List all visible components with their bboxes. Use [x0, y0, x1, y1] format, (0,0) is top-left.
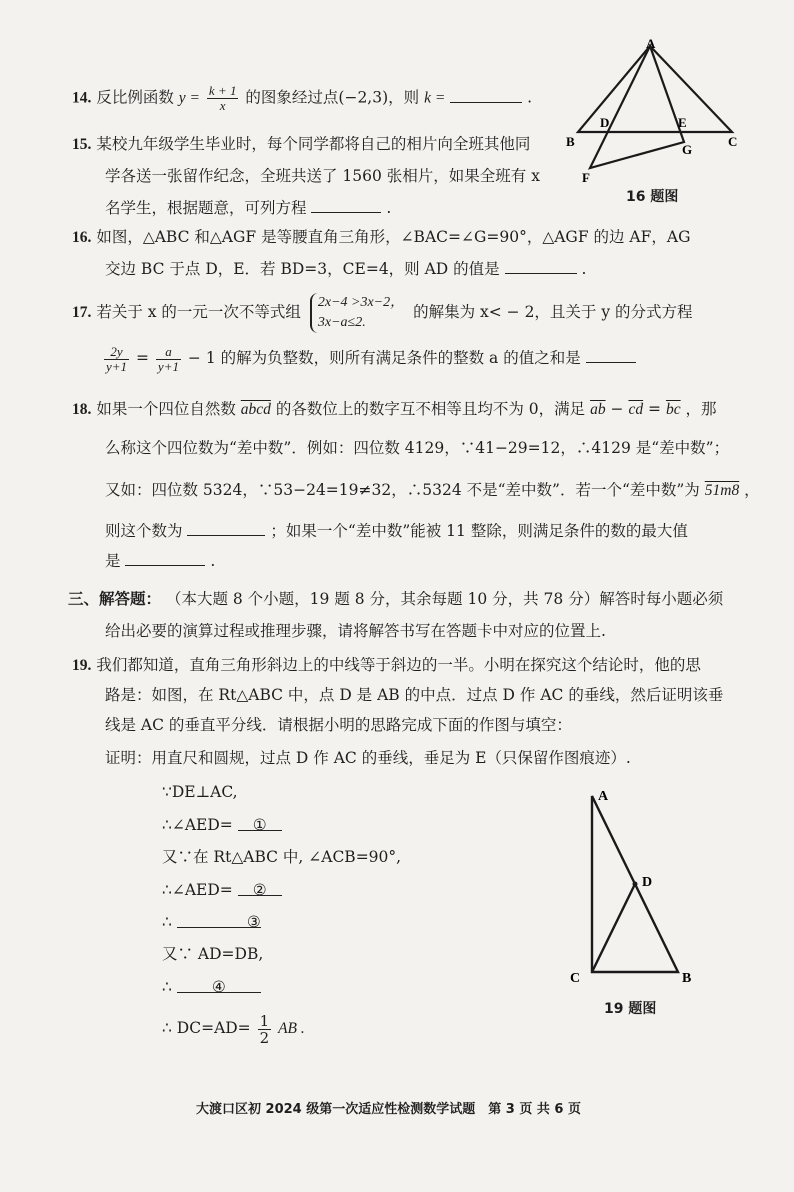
fig16-label-g: G	[682, 142, 693, 157]
q18-51m8: 51m8	[704, 482, 740, 499]
q19-step-6-text: 又∵ AD=DB,	[162, 945, 264, 963]
q17-number: 17.	[72, 304, 92, 321]
q14-frac-den: x	[219, 98, 226, 113]
q18-line3	[105, 479, 760, 502]
section3-title: 三、解答题：	[68, 589, 162, 608]
fig16-label-c: C	[728, 134, 738, 149]
q19-blank-3-mark: ③	[246, 913, 261, 931]
q19-blank-2-mark: ②	[252, 881, 267, 899]
q19-step-2	[162, 814, 282, 836]
q15-text1: 某校九年级学生毕业时，每个同学都将自己的相片向全班其他同	[96, 135, 531, 153]
page-footer: 大渡口区初 2024 级第一次适应性检测数学试题 第 3 页 共 6 页	[196, 1102, 581, 1117]
q19-final-fraction	[258, 1013, 272, 1046]
q19-final-num: 1	[259, 1011, 270, 1030]
q19-step-4	[162, 879, 282, 901]
q19-number: 19.	[72, 657, 92, 674]
q15-answer-blank[interactable]	[311, 196, 381, 213]
q18-line1	[72, 398, 717, 421]
q17-line2	[102, 340, 636, 376]
q18-answer-blank-2[interactable]	[125, 549, 205, 566]
q17-frac1-den: y+1	[106, 358, 128, 374]
q15-text3: 名学生，根据题意，可列方程	[105, 199, 307, 217]
section3-text2: 给出必要的演算过程或推理步骤，请将解答书写在答题卡中对应的位置上.	[105, 622, 606, 640]
point-d	[633, 882, 638, 887]
q16-line2	[105, 257, 586, 280]
q19-step-6	[162, 943, 263, 965]
fig19-label-c: C	[570, 971, 581, 986]
q19-text3: 线是 AC 的垂直平分线．请根据小明的思路完成下面的作图与填空：	[105, 716, 572, 734]
q18-text3-end: ，	[744, 481, 760, 499]
q14-end: .	[527, 88, 533, 107]
q18-cd: $\overline{cd}$	[628, 401, 644, 418]
q16-text1: 如图，△ABC 和△AGF 是等腰直角三角形，∠BAC=∠G=90°，△AGF 的边 AF，AG	[96, 228, 691, 246]
q19-proof-intro-text: 证明：用直尺和圆规，过点 D 作 AC 的垂线，垂足为 E（只保留作图痕迹）.	[105, 749, 631, 767]
q19-step-1	[162, 781, 238, 803]
q18-ab: $\overline{ab}$	[590, 401, 606, 418]
fig16-label-e: E	[678, 115, 687, 130]
q19-blank-2[interactable]	[238, 879, 282, 899]
fig16-label-d: D	[600, 115, 610, 130]
q17-frac2-den: y+1	[157, 358, 179, 374]
q18-text1-pre: 如果一个四位自然数	[96, 400, 236, 418]
q18-text1-mid: 的各数位上的数字互不相等且均不为 0，满足	[275, 400, 586, 418]
q19-step-2-text: ∴∠AED=	[162, 816, 233, 834]
q14-func-y: y =	[178, 89, 200, 107]
q19-blank-3[interactable]	[177, 911, 261, 931]
q17-text-line2: − 1 的解为负整数，则所有满足条件的整数 a 的值之和是	[187, 349, 581, 367]
q15-end: .	[386, 199, 392, 217]
q18-text5-end: .	[210, 552, 216, 570]
q18-answer-blank-1[interactable]	[187, 519, 265, 536]
q17-text-pre: 若关于 x 的一元一次不等式组	[96, 303, 301, 321]
q18-abcd: abcd	[240, 401, 271, 418]
q16-end: .	[581, 260, 587, 278]
section3-header	[68, 588, 723, 610]
fig19-label-a: A	[598, 789, 609, 804]
q19-blank-1-mark: ①	[252, 816, 267, 834]
q18-number: 18.	[72, 401, 92, 418]
q18-minus: −	[610, 400, 624, 418]
q18-line2	[105, 437, 729, 459]
q19-step-7	[162, 976, 261, 998]
q15-line2	[105, 165, 540, 187]
q15-line3	[105, 196, 391, 219]
figure-16	[560, 36, 750, 186]
fig19-label-b: B	[682, 971, 692, 986]
q16-line1	[72, 226, 690, 249]
q19-step-5	[162, 911, 261, 933]
section3-line2	[105, 620, 606, 642]
q19-text1: 我们都知道，直角三角形斜边上的中线等于斜边的一半。小明在探究这个结论时，他的思	[96, 656, 701, 674]
q14-fraction	[207, 84, 239, 113]
q19-line3	[105, 714, 572, 736]
q18-bc: $\overline{bc}$	[665, 401, 681, 418]
q14-frac-num: k + 1	[208, 83, 237, 98]
q19-line2	[105, 684, 723, 706]
q18-eq: =	[648, 400, 662, 418]
q17-inequality-system	[310, 293, 404, 333]
q17-text-post: 的解集为 x< − 2，且关于 y 的分式方程	[413, 303, 693, 321]
q19-blank-4-mark: ④	[211, 978, 226, 996]
fig19-label-d: D	[642, 875, 653, 890]
figure-19-caption: 19 题图	[604, 1001, 657, 1017]
q18-text4-pre: 则这个数为	[105, 522, 183, 540]
q18-text4-post: ；如果一个“差中数”能被 11 整除，则满足条件的数的最大值	[270, 522, 688, 540]
q19-text2: 路是：如图，在 Rt△ABC 中，点 D 是 AB 的中点．过点 D 作 AC 的垂线，然后证明该垂	[105, 686, 724, 704]
q18-text5: 是	[105, 552, 121, 570]
q18-text1-end: ，那	[685, 400, 717, 418]
q14-k: k =	[424, 89, 446, 107]
q16-text2: 交边 BC 于点 D，E．若 BD=3，CE=4，则 AD 的值是	[105, 260, 500, 278]
q19-final-pre: ∴ DC=AD=	[162, 1019, 251, 1037]
triangle-agf	[590, 46, 684, 168]
q14-answer-blank[interactable]	[450, 86, 522, 103]
q19-line1	[72, 654, 701, 677]
figure-16-caption: 16 题图	[626, 189, 679, 205]
figure-19	[560, 782, 700, 992]
q19-final	[162, 1010, 305, 1047]
q17-frac2	[156, 345, 181, 374]
q17-ineq1: 2x−4 >3x−2，	[317, 295, 405, 310]
q18-line5	[105, 549, 215, 572]
q17-eq: =	[135, 349, 149, 367]
q19-step-7-text: ∴	[162, 978, 172, 996]
q15-line1	[72, 133, 530, 156]
q14-line	[72, 84, 532, 113]
q19-step-3-text: 又∵在 Rt△ABC 中, ∠ACB=90°,	[162, 848, 402, 866]
q16-number: 16.	[72, 229, 92, 246]
fig16-label-f: F	[582, 170, 590, 185]
q18-text3-pre: 又如：四位数 5324，∵53−24=19≠32，∴5324 不是“差中数”．若一个“差中数”为	[105, 481, 700, 499]
q14-text-mid: 的图象经过点(−2,3)，则	[245, 88, 420, 107]
q19-final-den: 2	[259, 1028, 270, 1047]
segment-cd	[592, 884, 635, 972]
q17-frac1	[104, 345, 129, 374]
section3-desc: （本大题 8 个小题，19 题 8 分，其余每题 10 分，共 78 分）解答时每小题必须	[165, 590, 724, 608]
q18-text2: 么称这个四位数为“差中数”．例如：四位数 4129，∵41−29=12，∴4129 是“差中数”；	[105, 439, 730, 457]
q17-answer-blank[interactable]	[586, 346, 636, 363]
q17-ineq2: 3x−a≤2.	[317, 315, 366, 330]
q19-final-post: AB .	[278, 1020, 305, 1037]
q14-number: 14.	[72, 89, 92, 107]
q19-proof-intro	[105, 747, 631, 769]
q19-step-3	[162, 846, 401, 868]
q19-step-1-text: ∵DE⊥AC,	[162, 783, 238, 801]
q15-text2: 学各送一张留作纪念，全班共送了 1560 张相片，如果全班有 x	[105, 167, 540, 185]
q15-number: 15.	[72, 136, 92, 153]
q19-blank-1[interactable]	[238, 814, 282, 834]
fig16-label-a: A	[646, 36, 656, 51]
q17-frac1-num: 2y	[104, 345, 129, 360]
q19-blank-4[interactable]	[177, 976, 261, 996]
fig16-label-b: B	[566, 134, 575, 149]
q18-line4	[105, 519, 688, 542]
q17-line1	[72, 292, 693, 333]
q19-step-4-text: ∴∠AED=	[162, 881, 233, 899]
q17-frac2-num: a	[156, 345, 181, 360]
q19-step-5-text: ∴	[162, 913, 172, 931]
q14-text-pre: 反比例函数	[96, 88, 174, 107]
q16-answer-blank[interactable]	[505, 257, 577, 274]
